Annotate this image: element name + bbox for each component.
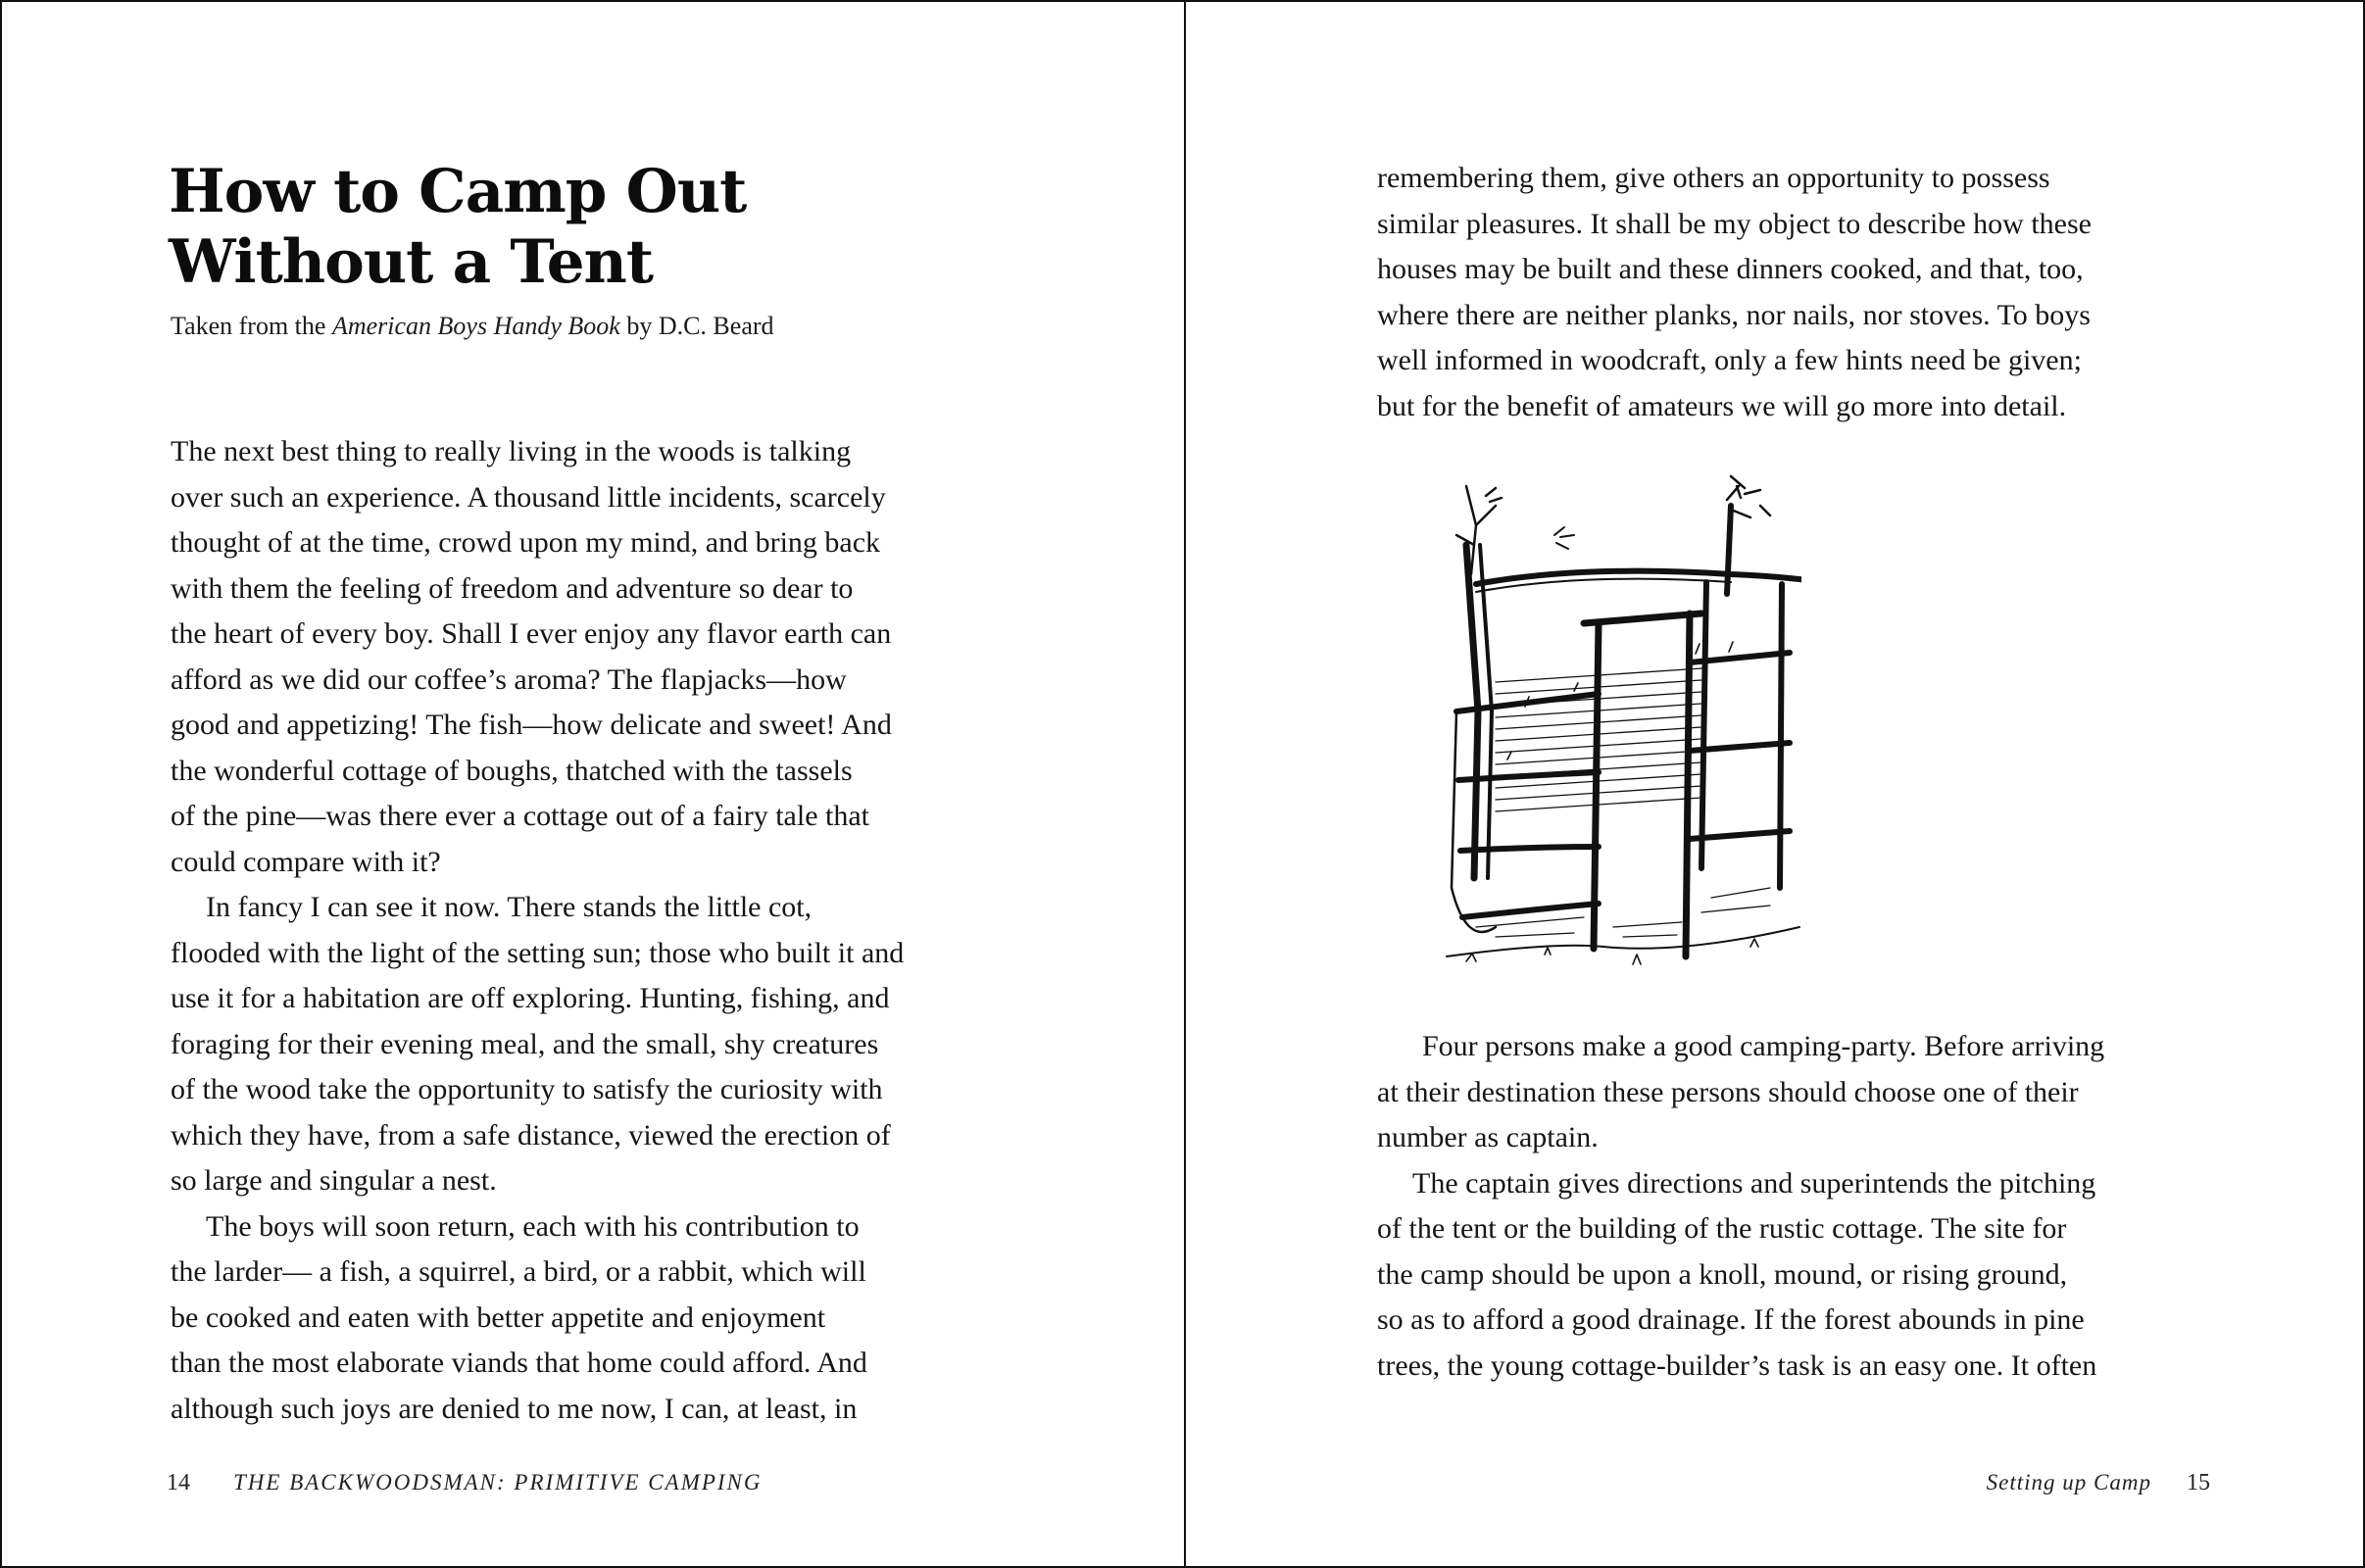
text-line: over such an experience. A thousand little incidents, scarcely	[171, 480, 886, 514]
byline	[171, 312, 774, 341]
text-line: The next best thing to really living in the woods is talking	[171, 435, 852, 467]
text-line: number as captain.	[1377, 1121, 1599, 1153]
left-body-text	[171, 429, 904, 1432]
right-folio	[1987, 1470, 2210, 1496]
text-line: The boys will soon return, each with his contribution to	[206, 1209, 860, 1243]
text-line: but for the benefit of amateurs we will go more into detail.	[1377, 389, 2067, 422]
title-line: How to Camp Out	[169, 157, 747, 226]
chapter-title	[169, 157, 746, 298]
text-line: good and appetizing! The fish—how delicate and sweet! And	[171, 709, 892, 741]
text-line: similar pleasures. It shall be my object to describe how these	[1377, 207, 2092, 240]
text-line: where there are neither planks, nor nails, nor stoves. To boys	[1377, 298, 2091, 331]
byline-suffix: by D.C. Beard	[619, 312, 774, 340]
text-line: than the most elaborate viands that home could afford. And	[171, 1347, 867, 1379]
text-line: which they have, from a safe distance, viewed the erection of	[171, 1118, 891, 1152]
text-line: of the pine—was there ever a cottage out of a fairy tale that	[171, 800, 870, 832]
page-number: 15	[2187, 1470, 2210, 1495]
running-head: THE BACKWOODSMAN: PRIMITIVE CAMPING	[233, 1470, 763, 1494]
left-page	[2, 2, 1184, 1566]
text-line: with them the feeling of freedom and adventure so dear to	[171, 571, 854, 605]
right-page	[1186, 2, 2365, 1566]
text-line: of the wood take the opportunity to satisfy the curiosity with	[171, 1073, 883, 1105]
text-line: so as to afford a good drainage. If the forest abounds in pine	[1377, 1303, 2085, 1336]
text-line: could compare with it?	[171, 845, 441, 878]
text-line: at their destination these persons should choose one of their	[1377, 1075, 2079, 1108]
right-body-text-top	[1377, 156, 2092, 429]
text-line: remembering them, give others an opportunity to possess	[1377, 162, 2050, 194]
text-line: The captain gives directions and superintends the pitching	[1412, 1166, 2096, 1200]
text-line: the larder— a fish, a squirrel, a bird, or a rabbit, which will	[171, 1255, 866, 1288]
byline-prefix: Taken from the	[171, 312, 332, 340]
text-line: of the tent or the building of the rustic cottage. The site for	[1377, 1212, 2067, 1245]
title-line: Without a Tent	[169, 227, 654, 297]
text-line: the wonderful cottage of boughs, thatched with the tassels	[171, 754, 853, 787]
text-line: flooded with the light of the setting sun; those who built it and	[171, 936, 905, 969]
text-line: Four persons make a good camping-party. Before arriving	[1422, 1030, 2105, 1062]
text-line: afford as we did our coffee’s aroma? The flapjacks—how	[171, 662, 847, 696]
text-line: thought of at the time, crowd upon my mind, and bring back	[171, 526, 881, 559]
rustic-cabin-frame-icon	[1437, 466, 1801, 972]
text-line: foraging for their evening meal, and the small, shy creatures	[171, 1027, 879, 1060]
text-line: houses may be built and these dinners cooked, and that, too,	[1377, 253, 2084, 285]
byline-book-title: American Boys Handy Book	[331, 312, 620, 340]
text-line: so large and singular a nest.	[171, 1164, 497, 1197]
page-number: 14	[167, 1470, 190, 1495]
text-line: use it for a habitation are off exploring. Hunting, fishing, and	[171, 982, 890, 1014]
text-line: the camp should be upon a knoll, mound, or rising ground,	[1377, 1257, 2068, 1291]
text-line: well informed in woodcraft, only a few hints need be given;	[1377, 344, 2082, 376]
right-body-text-bottom	[1377, 1024, 2104, 1389]
left-folio	[167, 1470, 763, 1496]
text-line: trees, the young cottage-builder’s task is an easy one. It often	[1377, 1348, 2097, 1382]
text-line: although such joys are denied to me now, I can, at least, in	[171, 1392, 858, 1425]
text-line: In fancy I can see it now. There stands the little cot,	[206, 891, 813, 923]
running-head: Setting up Camp	[1986, 1470, 2151, 1494]
text-line: the heart of every boy. Shall I ever enjoy any flavor earth can	[171, 617, 892, 650]
text-line: be cooked and eaten with better appetite and enjoyment	[171, 1300, 826, 1334]
